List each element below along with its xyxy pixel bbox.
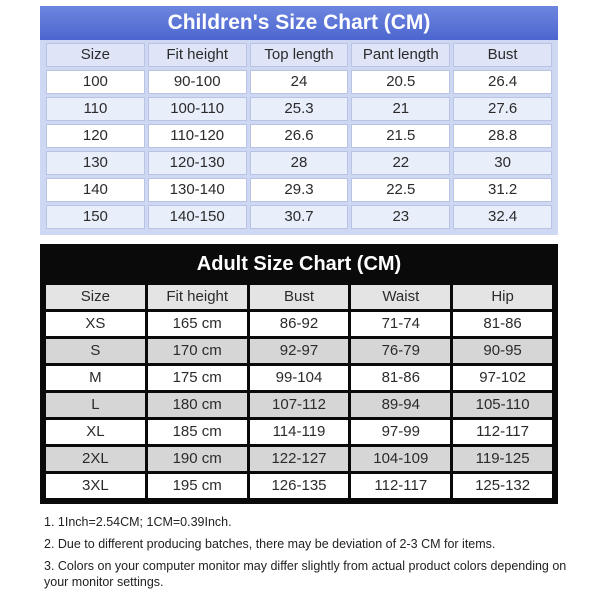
table-cell: 22 xyxy=(351,151,450,175)
table-cell: 150 xyxy=(46,205,145,229)
table-cell: 76-79 xyxy=(351,339,450,363)
table-cell: 165 cm xyxy=(148,312,247,336)
table-cell: S xyxy=(46,339,145,363)
header-cell: Waist xyxy=(351,285,450,309)
table-cell: 92-97 xyxy=(250,339,349,363)
table-cell: 25.3 xyxy=(250,97,349,121)
table-cell: 112-117 xyxy=(453,420,552,444)
table-cell: 100 xyxy=(46,70,145,94)
header-cell: Size xyxy=(46,43,145,67)
table-cell: 81-86 xyxy=(351,366,450,390)
table-cell: 3XL xyxy=(46,474,145,498)
table-header-row xyxy=(46,43,552,67)
table-cell: 20.5 xyxy=(351,70,450,94)
table-cell: 180 cm xyxy=(148,393,247,417)
table-cell: 22.5 xyxy=(351,178,450,202)
table-cell: 71-74 xyxy=(351,312,450,336)
table-cell: 140 xyxy=(46,178,145,202)
table-row xyxy=(46,151,552,175)
table-row xyxy=(46,474,552,498)
table-cell: 86-92 xyxy=(250,312,349,336)
table-row xyxy=(46,205,552,229)
table-cell: 110-120 xyxy=(148,124,247,148)
table-cell: 26.4 xyxy=(453,70,552,94)
table-row xyxy=(46,97,552,121)
table-row xyxy=(46,339,552,363)
table-cell: 190 cm xyxy=(148,447,247,471)
table-cell: 23 xyxy=(351,205,450,229)
adult-chart-title: Adult Size Chart (CM) xyxy=(196,253,402,275)
table-cell: 185 cm xyxy=(148,420,247,444)
table-cell: 97-99 xyxy=(351,420,450,444)
header-cell: Size xyxy=(46,285,145,309)
children-size-table xyxy=(43,40,555,232)
table-cell: 122-127 xyxy=(250,447,349,471)
table-cell: 100-110 xyxy=(148,97,247,121)
adult-size-table xyxy=(43,282,555,501)
header-cell: Bust xyxy=(250,285,349,309)
table-row xyxy=(46,124,552,148)
table-row xyxy=(46,178,552,202)
table-cell: 170 cm xyxy=(148,339,247,363)
table-cell: 175 cm xyxy=(148,366,247,390)
table-cell: 32.4 xyxy=(453,205,552,229)
table-cell: 120-130 xyxy=(148,151,247,175)
children-chart-title: Children's Size Chart (CM) xyxy=(40,6,558,40)
table-cell: 21 xyxy=(351,97,450,121)
table-cell: 195 cm xyxy=(148,474,247,498)
table-row xyxy=(46,70,552,94)
header-cell: Pant length xyxy=(351,43,450,67)
table-cell: 90-95 xyxy=(453,339,552,363)
table-cell: 30 xyxy=(453,151,552,175)
table-cell: 81-86 xyxy=(453,312,552,336)
table-cell: 114-119 xyxy=(250,420,349,444)
header-cell: Fit height xyxy=(148,285,247,309)
table-cell: 119-125 xyxy=(453,447,552,471)
table-cell: 140-150 xyxy=(148,205,247,229)
table-row xyxy=(46,420,552,444)
table-cell: 104-109 xyxy=(351,447,450,471)
table-row xyxy=(46,393,552,417)
table-cell: 125-132 xyxy=(453,474,552,498)
table-cell: 112-117 xyxy=(351,474,450,498)
table-cell: 126-135 xyxy=(250,474,349,498)
table-cell: L xyxy=(46,393,145,417)
header-cell: Fit height xyxy=(148,43,247,67)
note-conversion: 1. 1Inch=2.54CM; 1CM=0.39Inch. xyxy=(44,515,232,529)
table-cell: 99-104 xyxy=(250,366,349,390)
table-cell: 28.8 xyxy=(453,124,552,148)
table-cell: 28 xyxy=(250,151,349,175)
table-cell: 130 xyxy=(46,151,145,175)
table-cell: 26.6 xyxy=(250,124,349,148)
table-cell: 107-112 xyxy=(250,393,349,417)
table-cell: 89-94 xyxy=(351,393,450,417)
table-cell: 31.2 xyxy=(453,178,552,202)
table-cell: 29.3 xyxy=(250,178,349,202)
table-cell: 24 xyxy=(250,70,349,94)
header-cell: Hip xyxy=(453,285,552,309)
table-row xyxy=(46,447,552,471)
adult-size-chart xyxy=(40,244,558,504)
table-cell: 105-110 xyxy=(453,393,552,417)
table-cell: M xyxy=(46,366,145,390)
table-header-row xyxy=(46,285,552,309)
table-cell: 110 xyxy=(46,97,145,121)
table-cell: 30.7 xyxy=(250,205,349,229)
table-cell: 90-100 xyxy=(148,70,247,94)
header-cell: Top length xyxy=(250,43,349,67)
table-cell: 27.6 xyxy=(453,97,552,121)
table-cell: 97-102 xyxy=(453,366,552,390)
table-row xyxy=(46,366,552,390)
table-cell: 21.5 xyxy=(351,124,450,148)
table-row xyxy=(46,312,552,336)
table-cell: XS xyxy=(46,312,145,336)
note-color-disclaimer: 3. Colors on your computer monitor may differ slightly from actual product colors depending on your monitor settings. xyxy=(44,559,567,589)
size-notes xyxy=(44,514,574,596)
table-cell: 2XL xyxy=(46,447,145,471)
table-cell: 130-140 xyxy=(148,178,247,202)
header-cell: Bust xyxy=(453,43,552,67)
note-deviation: 2. Due to different producing batches, there may be deviation of 2-3 CM for items. xyxy=(44,537,496,551)
children-size-chart xyxy=(40,6,558,235)
table-cell: 120 xyxy=(46,124,145,148)
table-cell: XL xyxy=(46,420,145,444)
